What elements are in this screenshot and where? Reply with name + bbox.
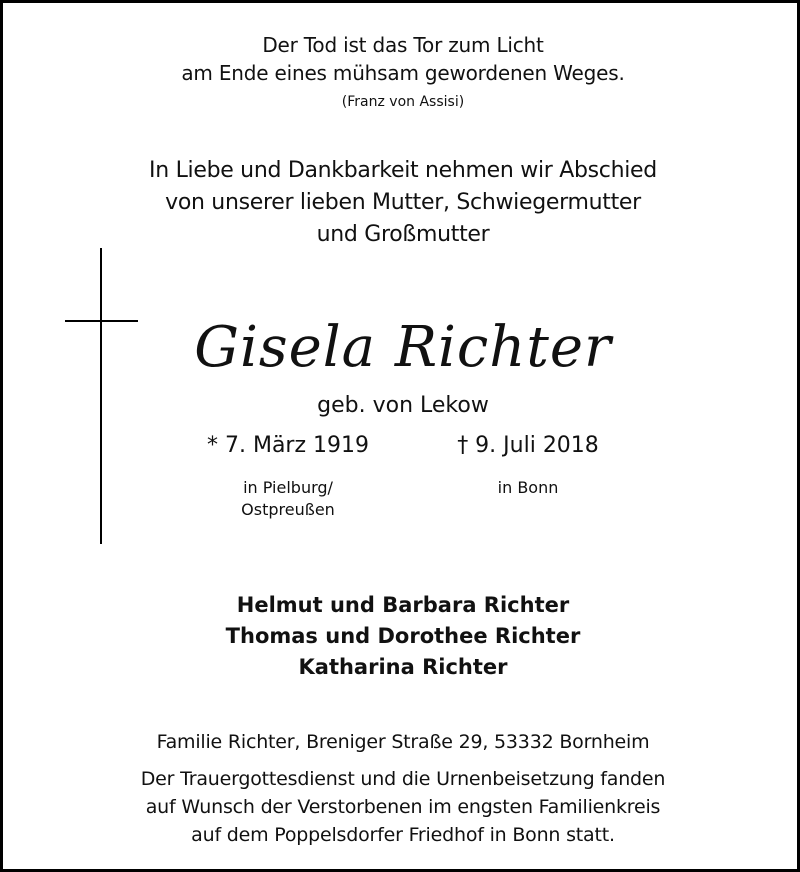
family-member-3: Katharina Richter bbox=[298, 655, 508, 679]
death-place: in Bonn bbox=[497, 478, 559, 497]
motto-line-2: am Ende eines mühsam gewordenen Weges. bbox=[181, 61, 625, 85]
death-date: † 9. Juli 2018 bbox=[457, 433, 599, 458]
family-member-1: Helmut und Barbara Richter bbox=[236, 593, 570, 617]
birth-name: geb. von Lekow bbox=[317, 393, 489, 418]
notice-line-2: auf Wunsch der Verstorbenen im engsten Familienkreis bbox=[145, 796, 661, 818]
birth-place-line-2: Ostpreußen bbox=[241, 500, 335, 519]
birth-date: * 7. März 1919 bbox=[206, 433, 369, 458]
notice-line-1: Der Trauergottesdienst und die Urnenbeisetzung fanden bbox=[140, 768, 666, 790]
motto-line-1: Der Tod ist das Tor zum Licht bbox=[262, 33, 544, 57]
family-member-2: Thomas und Dorothee Richter bbox=[225, 624, 581, 648]
intro-line-2: von unserer lieben Mutter, Schwiegermutter bbox=[165, 190, 641, 215]
intro-line-3: und Großmutter bbox=[316, 222, 490, 247]
family-address: Familie Richter, Breniger Straße 29, 53332 Bornheim bbox=[156, 731, 650, 753]
deceased-name: Gisela Richter bbox=[194, 315, 612, 380]
birth-place bbox=[183, 477, 393, 521]
notice-line-3: auf dem Poppelsdorfer Friedhof in Bonn statt. bbox=[191, 824, 615, 846]
birth-place-line-1: in Pielburg/ bbox=[243, 478, 333, 497]
intro-line-1: In Liebe und Dankbarkeit nehmen wir Abschied bbox=[149, 158, 657, 183]
motto-attribution: (Franz von Assisi) bbox=[341, 94, 465, 110]
